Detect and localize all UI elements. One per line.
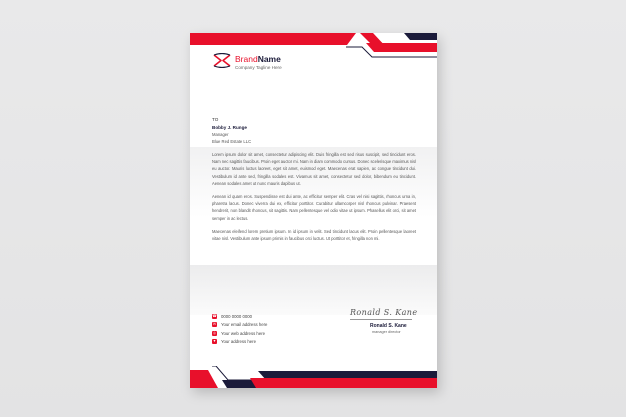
- contact-text: Your web address here: [221, 330, 266, 336]
- signer-name: Ronald S. Kane: [370, 323, 407, 329]
- signature-line: [350, 319, 412, 320]
- brand-name: BrandName: [235, 54, 281, 64]
- email-icon: ✉: [213, 322, 216, 327]
- signer-title: manager director: [372, 330, 401, 334]
- contact-text: Your email address here: [221, 322, 268, 328]
- contact-phone: [212, 312, 267, 321]
- body-paragraph: Aenean id quam eros. Suspendisse est dui ante, ac efficitur semper elit. Cras vel nisi sagittis, rhoncus urna in, pharetra lacus. Donec viverra dui ex, efficitur porttitor. Curabitur ullamcorper nisl rhoncus pulvinar. Praesent hendrerit, non blandit rhoncus, sit sagittis. Nam pellentesque vel odio vitae ut ipsum. Phasellus elit orci, sit amet semper in ac lectus.: [212, 194, 416, 221]
- body-paragraph: Maecenas eleifend lorem pretium ipsum. In id ipsum in velit. Sed tincidunt lacus elit. Proin pellentesque laoreet vitae nisl. Vestibulum ante ipsum primis in faucibus orci luctus. Ut porttitor et, fringilla non mi.: [212, 228, 416, 242]
- brand-tagline: Company Tagline Here: [235, 65, 282, 70]
- letter-body: [212, 151, 416, 248]
- signature-script: Ronald S. Kane: [350, 308, 418, 317]
- phone-icon: ☎: [212, 313, 217, 318]
- web-icon: ◎: [212, 330, 217, 335]
- contact-text: 0000 0000 0000: [221, 313, 253, 319]
- body-paragraph: Lorem ipsum dolor sit amet, consectetur adipiscing elit. Duis fringilla est sed risus suscipit, sed tincidunt eros. Nam nec sagittis faucibus. Proin eget auctor mi. Nam in diam commodo cursus. Donec scelerisque maximus nisl eu auctor. Mauris luctus laoreet, eget sit amet, euismod eget. Maecenas erat sapien, ac congue tincidunt dui. Vestibulum id ante sed, fringilla sodales est. Vivamus sit amet, consectetur sed dolor, bibendum eu tincidunt. Aenean sodales amet ut nunc mauris dapibus ut.: [212, 152, 416, 186]
- letterhead-page: [190, 33, 437, 388]
- contact-address: [212, 338, 267, 347]
- contact-email: [212, 321, 267, 330]
- recipient-title: Manager: [212, 132, 229, 137]
- footer-decoration: [190, 366, 437, 388]
- to-label: TO: [212, 117, 219, 122]
- contact-web: [212, 329, 267, 338]
- recipient-company: Blue Red Estate LLC: [212, 139, 252, 144]
- location-icon: ▼: [212, 339, 217, 344]
- recipient-name: Bobby J. Runge: [212, 125, 247, 130]
- contact-text: Your address here: [221, 339, 256, 345]
- brand-logo-icon: [212, 53, 232, 68]
- contact-list: [212, 312, 267, 346]
